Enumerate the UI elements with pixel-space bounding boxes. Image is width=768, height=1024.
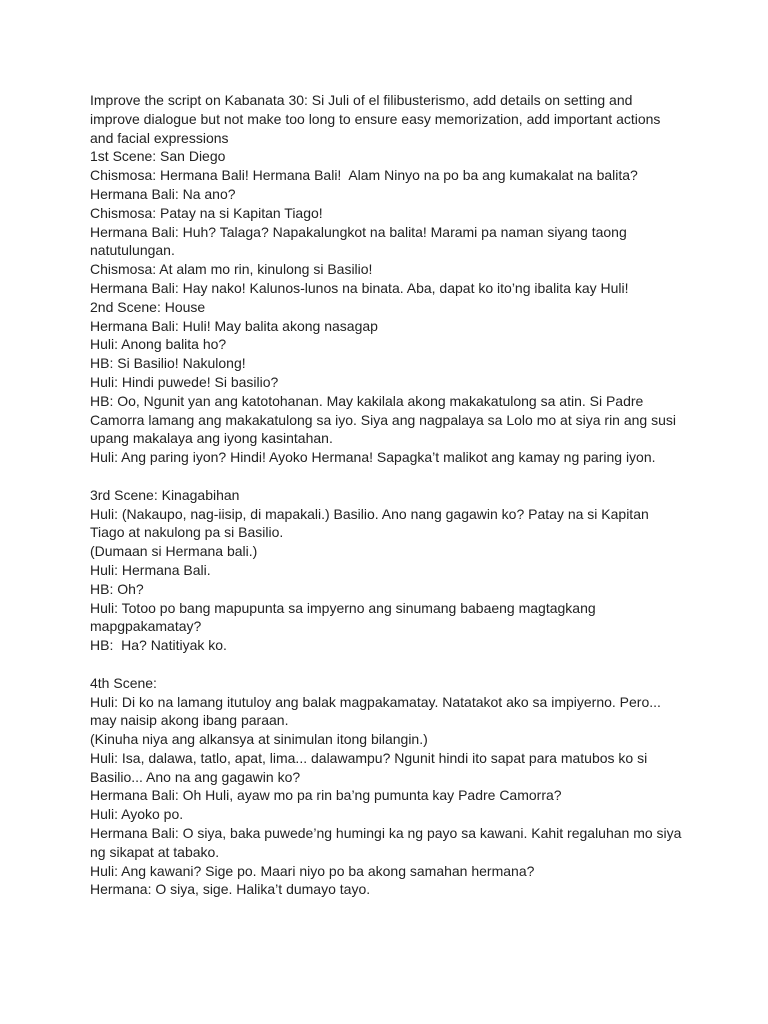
scene-heading: 2nd Scene: House bbox=[90, 298, 206, 315]
dialogue-line: mapgpakamatay? bbox=[90, 618, 202, 635]
dialogue-line: Huli: Totoo po bang mapupunta sa impyerno ang sinumang babaeng magtagkang bbox=[90, 599, 596, 616]
scene-heading: 3rd Scene: Kinagabihan bbox=[90, 486, 240, 503]
dialogue-line: Huli: Hermana Bali. bbox=[90, 561, 211, 578]
dialogue-line: Hermana Bali: O siya, baka puwede’ng humingi ka ng payo sa kawani. Kahit regaluhan mo siya bbox=[90, 825, 682, 842]
stage-direction: (Dumaan si Hermana bali.) bbox=[90, 543, 258, 560]
dialogue-line: Hermana Bali: Na ano? bbox=[90, 185, 236, 202]
dialogue-line: Huli: Anong balita ho? bbox=[90, 336, 227, 353]
dialogue-line: HB: Si Basilio! Nakulong! bbox=[90, 355, 246, 372]
scene-heading: 4th Scene: bbox=[90, 674, 157, 691]
dialogue-line: Camorra lamang ang makakatulong sa iyo. Siya ang nagpalaya sa Lolo mo at siya rin ang susi bbox=[90, 411, 676, 428]
document-page bbox=[90, 91, 690, 899]
dialogue-line: Huli: Isa, dalawa, tatlo, apat, lima... dalawampu? Ngunit hindi ito sapat para matubos ko si bbox=[90, 749, 648, 766]
dialogue-line: Tiago at nakulong pa si Basilio. bbox=[90, 524, 284, 541]
dialogue-line: HB: Oh? bbox=[90, 580, 144, 597]
dialogue-line: Huli: Ayoko po. bbox=[90, 806, 184, 823]
dialogue-line: HB: Oo, Ngunit yan ang katotohanan. May kakilala akong makakatulong sa atin. Si Padre bbox=[90, 392, 644, 409]
dialogue-line: Chismosa: Patay na si Kapitan Tiago! bbox=[90, 204, 323, 221]
dialogue-line: Hermana Bali: Hay nako! Kalunos-lunos na binata. Aba, dapat ko ito’ng ibalita kay Huli! bbox=[90, 279, 629, 296]
text-line: Improve the script on Kabanata 30: Si Juli of el filibusterismo, add details on setting and bbox=[90, 92, 633, 108]
dialogue-line: Hermana: O siya, sige. Halika’t dumayo tayo. bbox=[90, 881, 371, 898]
dialogue-line: Hermana Bali: Huli! May balita akong nasagap bbox=[90, 317, 378, 334]
dialogue-line: may naisip akong ibang paraan. bbox=[90, 712, 289, 729]
dialogue-line: Chismosa: Hermana Bali! Hermana Bali! Alam Ninyo na po ba ang kumakalat na balita? bbox=[90, 167, 638, 184]
dialogue-line: Hermana Bali: Oh Huli, ayaw mo pa rin ba’ng pumunta kay Padre Camorra? bbox=[90, 787, 562, 804]
dialogue-line: Hermana Bali: Huh? Talaga? Napakalungkot na balita! Marami pa naman siyang taong bbox=[90, 223, 627, 240]
dialogue-line: Huli: Hindi puwede! Si basilio? bbox=[90, 373, 279, 390]
dialogue-line: Chismosa: At alam mo rin, kinulong si Basilio! bbox=[90, 261, 373, 278]
dialogue-line: Huli: (Nakaupo, nag-iisip, di mapakali.) Basilio. Ano nang gagawin ko? Patay na si Kapitan bbox=[90, 505, 649, 522]
text-line: improve dialogue but not make too long to ensure easy memorization, add important actions bbox=[90, 110, 661, 127]
stage-direction: (Kinuha niya ang alkansya at sinimulan itong bilangin.) bbox=[90, 731, 428, 748]
dialogue-line: Basilio... Ano na ang gagawin ko? bbox=[90, 768, 301, 785]
dialogue-line: Huli: Di ko na lamang itutuloy ang balak magpakamatay. Natatakot ako sa impiyerno. Pero... bbox=[90, 693, 661, 710]
blank-line bbox=[90, 655, 690, 674]
dialogue-line: Huli: Ang kawani? Sige po. Maari niyo po ba akong samahan hermana? bbox=[90, 862, 535, 879]
text-line: and facial expressions bbox=[90, 129, 229, 146]
dialogue-line: upang makalaya ang iyong kasintahan. bbox=[90, 430, 333, 447]
dialogue-line: natutulungan. bbox=[90, 242, 175, 259]
scene-heading: 1st Scene: San Diego bbox=[90, 148, 226, 165]
dialogue-line: HB: Ha? Natitiyak ko. bbox=[90, 637, 227, 654]
blank-line bbox=[90, 467, 690, 486]
dialogue-line: Huli: Ang paring iyon? Hindi! Ayoko Hermana! Sapagka’t malikot ang kamay ng paring iyon. bbox=[90, 449, 656, 466]
dialogue-line: ng sikapat at tabako. bbox=[90, 843, 220, 860]
